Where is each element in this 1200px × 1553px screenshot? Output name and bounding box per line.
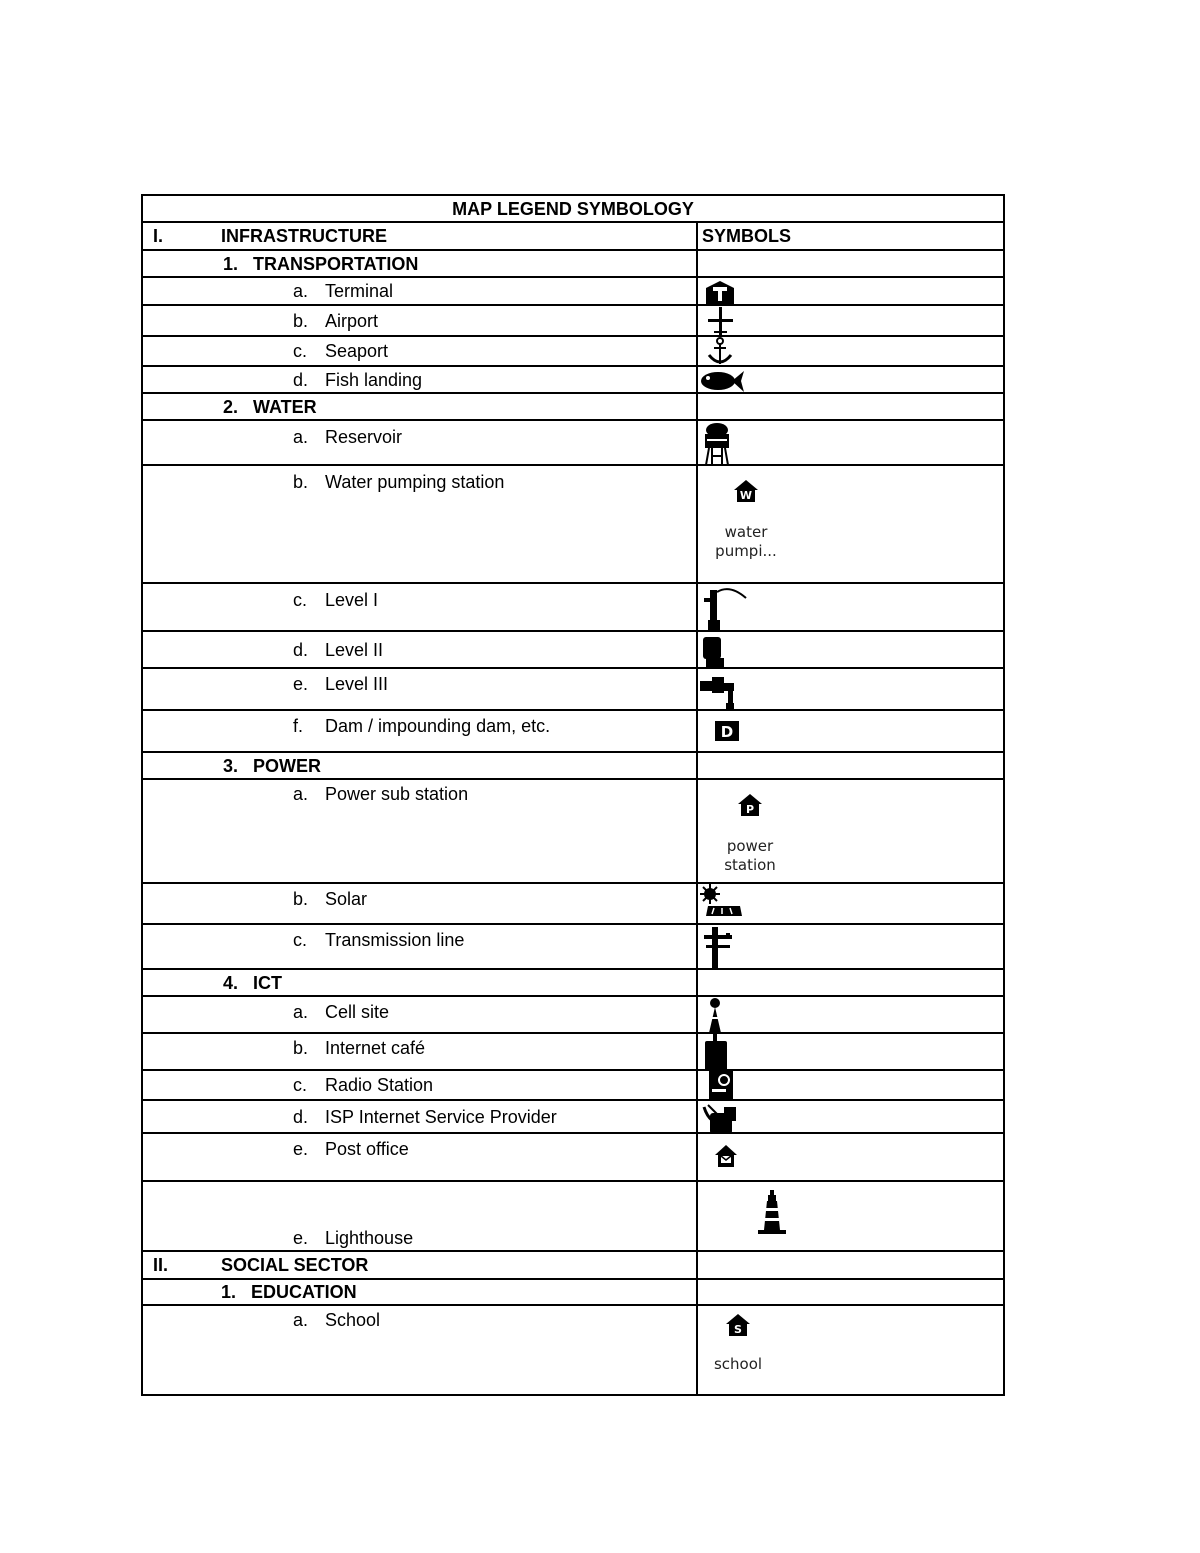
symbol-cell	[697, 277, 1004, 305]
item-label: Transmission line	[325, 930, 465, 950]
legend-row-seaport	[142, 336, 697, 366]
water-tower-icon	[700, 421, 740, 465]
item-letter: c.	[293, 1075, 308, 1095]
item-letter: b.	[293, 472, 309, 492]
item-label: ISP Internet Service Provider	[325, 1106, 557, 1127]
legend-row-transmission-line	[142, 924, 697, 969]
solar-icon	[700, 884, 744, 924]
symbol-cell-empty	[697, 393, 1004, 420]
legend-row-cell-site	[142, 996, 697, 1033]
svg-text:W: W	[739, 489, 753, 502]
item-label: Dam / impounding dam, etc.	[325, 716, 551, 736]
symbol-cell	[697, 631, 1004, 668]
subsection-label: POWER	[253, 755, 322, 776]
svg-text:S: S	[734, 1323, 742, 1336]
item-letter: a.	[293, 427, 309, 447]
faucet-icon	[700, 669, 740, 710]
subsection-number: 2.	[223, 396, 239, 417]
item-letter: d.	[293, 639, 309, 660]
legend-row-school	[142, 1305, 697, 1395]
cell-tower-icon	[700, 997, 730, 1033]
legend-row-radio-station	[142, 1070, 697, 1100]
subsection-education	[142, 1279, 697, 1305]
symbol-cell	[697, 924, 1004, 969]
symbol-cell	[697, 366, 1004, 393]
symbol-cell	[697, 1181, 1004, 1251]
section-number: II.	[153, 1255, 169, 1275]
anchor-icon	[700, 337, 740, 366]
subsection-number: 1.	[221, 1282, 237, 1302]
item-label: Power sub station	[325, 784, 469, 804]
symbol-caption: water	[724, 523, 768, 541]
legend-row-level-2	[142, 631, 697, 668]
svg-text:D: D	[720, 723, 734, 741]
symbol-cell	[697, 420, 1004, 465]
item-letter: b.	[293, 889, 309, 909]
symbol-caption: power	[726, 837, 774, 855]
legend-row-post-office	[142, 1133, 697, 1181]
legend-row-lighthouse	[142, 1181, 697, 1251]
symbol-caption: station	[724, 856, 776, 874]
legend-row-isp	[142, 1100, 697, 1133]
subsection-label: TRANSPORTATION	[253, 253, 419, 274]
item-label: Reservoir	[325, 427, 403, 447]
item-letter: a.	[293, 1310, 309, 1330]
lighthouse-icon	[756, 1190, 790, 1236]
item-letter: f.	[293, 716, 304, 736]
item-letter: b.	[293, 1038, 309, 1058]
subsection-number: 4.	[223, 972, 239, 993]
subsection-power	[142, 752, 697, 779]
item-label: Radio Station	[325, 1075, 434, 1095]
item-letter: a.	[293, 1002, 309, 1022]
symbol-cell	[697, 1133, 1004, 1181]
house-w-icon	[733, 478, 759, 509]
item-label: Level III	[325, 674, 389, 694]
radio-icon	[700, 1071, 740, 1100]
item-label: Level I	[325, 590, 379, 610]
legend-row-internet-cafe	[142, 1033, 697, 1070]
subsection-number: 1.	[223, 253, 239, 274]
subsection-label: ICT	[253, 972, 282, 993]
transmission-pole-icon	[700, 925, 740, 969]
subsection-water	[142, 393, 697, 420]
symbol-cell	[697, 583, 1004, 631]
hand-pump-icon	[700, 584, 750, 631]
tank-icon	[700, 632, 730, 668]
symbol-cell-empty	[697, 250, 1004, 277]
legend-row-water-pumping	[142, 465, 697, 583]
legend-row-power-sub-station	[142, 779, 697, 883]
symbol-cell	[697, 779, 1004, 883]
item-letter: d.	[293, 1106, 309, 1127]
symbol-cell	[697, 1305, 1004, 1395]
section-label: INFRASTRUCTURE	[221, 226, 387, 246]
symbol-cell-empty	[697, 1279, 1004, 1305]
legend-row-level-3	[142, 668, 697, 710]
terminal-icon	[700, 278, 740, 305]
item-letter: e.	[293, 1139, 309, 1159]
legend-row-fish-landing	[142, 366, 697, 393]
symbol-cell	[697, 710, 1004, 752]
symbol-cell	[697, 1100, 1004, 1133]
item-letter: e.	[293, 674, 309, 694]
symbol-cell	[697, 1033, 1004, 1070]
legend-row-reservoir	[142, 420, 697, 465]
symbol-cell-empty	[697, 969, 1004, 996]
item-label: Fish landing	[325, 369, 423, 390]
item-label: School	[325, 1310, 381, 1330]
item-letter: b.	[293, 310, 309, 331]
symbol-with-caption	[706, 466, 786, 561]
post-office-icon	[714, 1144, 738, 1168]
svg-text:P: P	[745, 803, 755, 816]
item-label: Solar	[325, 889, 368, 909]
item-letter: a.	[293, 784, 309, 804]
subsection-ict	[142, 969, 697, 996]
house-s-icon	[725, 1312, 751, 1343]
legend-row-level-1	[142, 583, 697, 631]
satellite-dish-icon	[700, 1101, 744, 1133]
item-letter: e.	[293, 1228, 309, 1248]
symbol-cell-empty	[697, 1251, 1004, 1279]
legend-row-dam	[142, 710, 697, 752]
symbol-caption: pumpi...	[715, 542, 777, 560]
item-label: Lighthouse	[325, 1228, 414, 1248]
item-letter: c.	[293, 590, 308, 610]
item-label: Level II	[325, 639, 384, 660]
symbol-cell	[697, 883, 1004, 924]
fish-icon	[700, 367, 746, 393]
section-social-sector	[142, 1251, 697, 1279]
section-number: I.	[153, 226, 164, 246]
symbol-cell	[697, 996, 1004, 1033]
legend-row-airport	[142, 305, 697, 336]
symbol-with-caption	[710, 780, 790, 875]
item-letter: a.	[293, 281, 309, 301]
internet-cafe-icon	[700, 1034, 734, 1070]
dam-d-icon	[714, 719, 740, 743]
symbol-cell	[697, 305, 1004, 336]
symbols-header: SYMBOLS	[697, 222, 1004, 250]
legend-row-solar	[142, 883, 697, 924]
symbol-cell-empty	[697, 752, 1004, 779]
item-label: Terminal	[325, 281, 394, 301]
item-label: Post office	[325, 1139, 409, 1159]
symbol-cell	[697, 336, 1004, 366]
symbol-with-caption	[698, 1306, 778, 1374]
item-letter: d.	[293, 369, 309, 390]
subsection-label: WATER	[253, 396, 317, 417]
symbol-cell	[697, 1070, 1004, 1100]
section-label: SOCIAL SECTOR	[221, 1255, 369, 1275]
airport-icon	[700, 306, 740, 336]
table-title: MAP LEGEND SYMBOLOGY	[142, 195, 1004, 222]
symbol-caption: school	[713, 1355, 763, 1373]
map-legend-table	[141, 194, 1005, 1396]
legend-row-terminal	[142, 277, 697, 305]
item-label: Internet café	[325, 1038, 426, 1058]
item-label: Water pumping station	[325, 472, 505, 492]
house-p-icon	[737, 792, 763, 823]
item-letter: c.	[293, 341, 308, 361]
item-label: Cell site	[325, 1002, 390, 1022]
item-label: Airport	[325, 310, 379, 331]
symbol-cell	[697, 465, 1004, 583]
subsection-number: 3.	[223, 755, 239, 776]
subsection-transportation	[142, 250, 697, 277]
symbol-cell	[697, 668, 1004, 710]
item-label: Seaport	[325, 341, 389, 361]
item-letter: c.	[293, 930, 308, 950]
section-infrastructure	[142, 222, 697, 250]
subsection-label: EDUCATION	[251, 1282, 357, 1302]
